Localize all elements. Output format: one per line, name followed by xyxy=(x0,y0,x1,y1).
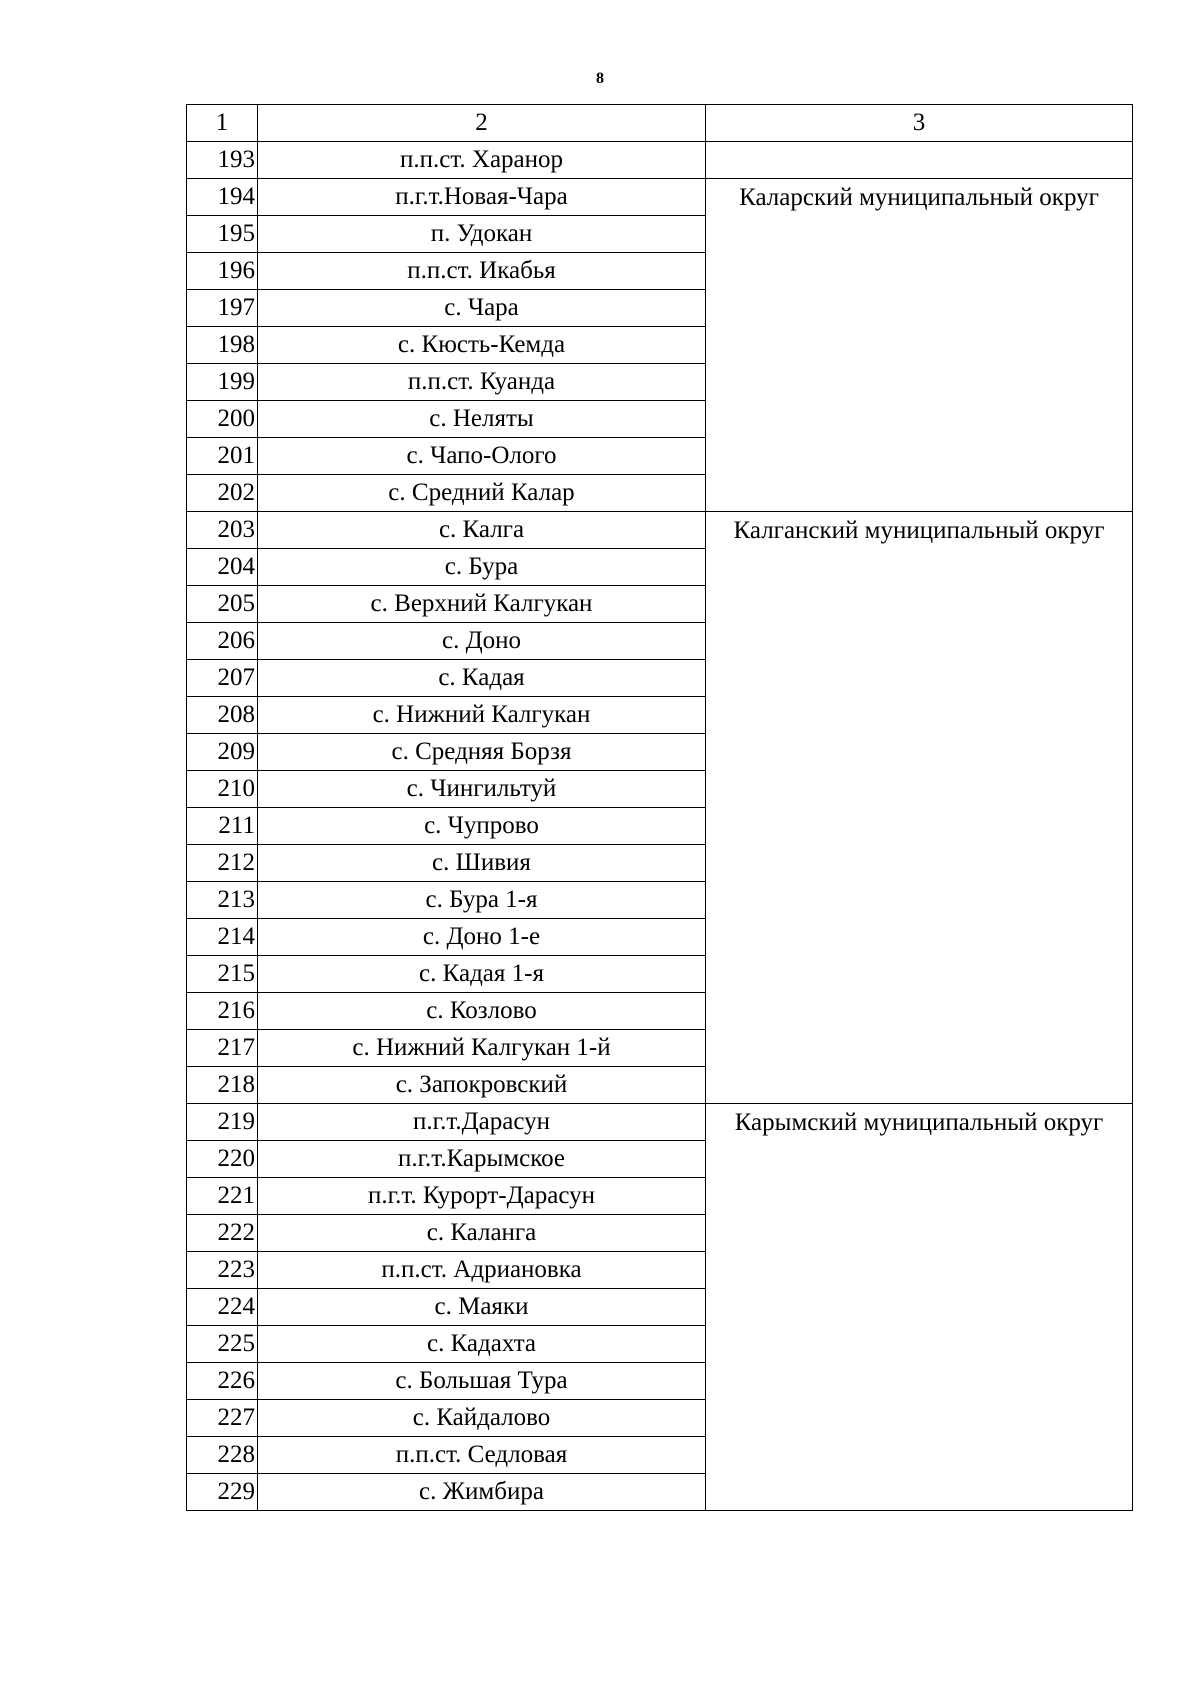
column-header: 3 xyxy=(706,105,1133,142)
column-header: 1 xyxy=(187,105,258,142)
table-row xyxy=(187,142,1133,179)
settlement-name: с. Шивия xyxy=(258,845,706,882)
district-name: Карымский муниципальный округ xyxy=(706,1104,1133,1511)
row-number: 202 xyxy=(187,475,258,512)
settlement-name: с. Доно 1-е xyxy=(258,919,706,956)
row-number: 204 xyxy=(187,549,258,586)
table-row xyxy=(187,1104,1133,1141)
settlement-name: с. Чапо-Олого xyxy=(258,438,706,475)
row-number: 220 xyxy=(187,1141,258,1178)
settlement-name: п.п.ст. Куанда xyxy=(258,364,706,401)
row-number: 226 xyxy=(187,1363,258,1400)
row-number: 210 xyxy=(187,771,258,808)
row-number: 219 xyxy=(187,1104,258,1141)
column-header: 2 xyxy=(258,105,706,142)
page-number: 8 xyxy=(596,70,604,87)
settlement-name: с. Большая Тура xyxy=(258,1363,706,1400)
settlement-name: с. Нижний Калгукан 1-й xyxy=(258,1030,706,1067)
settlement-name: с. Кюсть-Кемда xyxy=(258,327,706,364)
row-number: 217 xyxy=(187,1030,258,1067)
settlement-name: п.п.ст. Харанор xyxy=(258,142,706,179)
district-cell-empty xyxy=(706,142,1133,179)
settlement-name: с. Запокровский xyxy=(258,1067,706,1104)
row-number: 199 xyxy=(187,364,258,401)
settlement-name: с. Нижний Калгукан xyxy=(258,697,706,734)
settlement-name: с. Бура xyxy=(258,549,706,586)
row-number: 208 xyxy=(187,697,258,734)
settlement-name: с. Верхний Калгукан xyxy=(258,586,706,623)
row-number: 229 xyxy=(187,1474,258,1511)
header-row xyxy=(187,105,1133,142)
row-number: 203 xyxy=(187,512,258,549)
row-number: 205 xyxy=(187,586,258,623)
row-number: 193 xyxy=(187,142,258,179)
row-number: 206 xyxy=(187,623,258,660)
settlement-name: п.п.ст. Седловая xyxy=(258,1437,706,1474)
row-number: 212 xyxy=(187,845,258,882)
settlement-name: с. Доно xyxy=(258,623,706,660)
settlement-name: с. Чингильтуй xyxy=(258,771,706,808)
settlement-name: с. Чара xyxy=(258,290,706,327)
row-number: 207 xyxy=(187,660,258,697)
row-number: 224 xyxy=(187,1289,258,1326)
row-number: 216 xyxy=(187,993,258,1030)
row-number: 215 xyxy=(187,956,258,993)
settlement-name: п.п.ст. Икабья xyxy=(258,253,706,290)
row-number: 200 xyxy=(187,401,258,438)
settlement-name: с. Кадахта xyxy=(258,1326,706,1363)
row-number: 221 xyxy=(187,1178,258,1215)
district-name: Каларский муниципальный округ xyxy=(706,179,1133,512)
settlement-name: с. Кадая 1-я xyxy=(258,956,706,993)
settlement-name: с. Жимбира xyxy=(258,1474,706,1511)
settlement-name: п.г.т.Новая-Чара xyxy=(258,179,706,216)
row-number: 228 xyxy=(187,1437,258,1474)
settlement-name: с. Чупрово xyxy=(258,808,706,845)
settlement-name: п.г.т. Курорт-Дарасун xyxy=(258,1178,706,1215)
row-number: 227 xyxy=(187,1400,258,1437)
settlement-name: п.п.ст. Адриановка xyxy=(258,1252,706,1289)
row-number: 197 xyxy=(187,290,258,327)
settlement-name: с. Калга xyxy=(258,512,706,549)
district-name: Калганский муниципальный округ xyxy=(706,512,1133,1104)
table-row xyxy=(187,512,1133,549)
settlement-name: с. Маяки xyxy=(258,1289,706,1326)
settlement-name: с. Кадая xyxy=(258,660,706,697)
row-number: 218 xyxy=(187,1067,258,1104)
settlement-name: с. Кайдалово xyxy=(258,1400,706,1437)
settlement-name: п.г.т.Карымское xyxy=(258,1141,706,1178)
row-number: 223 xyxy=(187,1252,258,1289)
settlement-name: с. Каланга xyxy=(258,1215,706,1252)
settlements-table xyxy=(186,104,1133,1511)
row-number: 225 xyxy=(187,1326,258,1363)
settlement-name: п.г.т.Дарасун xyxy=(258,1104,706,1141)
row-number: 214 xyxy=(187,919,258,956)
row-number: 196 xyxy=(187,253,258,290)
settlement-name: с. Средний Калар xyxy=(258,475,706,512)
table-row xyxy=(187,179,1133,216)
settlement-name: с. Козлово xyxy=(258,993,706,1030)
row-number: 201 xyxy=(187,438,258,475)
settlement-name: с. Неляты xyxy=(258,401,706,438)
settlement-name: п. Удокан xyxy=(258,216,706,253)
row-number: 194 xyxy=(187,179,258,216)
row-number: 213 xyxy=(187,882,258,919)
row-number: 198 xyxy=(187,327,258,364)
row-number: 195 xyxy=(187,216,258,253)
settlement-name: с. Бура 1-я xyxy=(258,882,706,919)
settlement-name: с. Средняя Борзя xyxy=(258,734,706,771)
row-number: 211 xyxy=(187,808,258,845)
row-number: 222 xyxy=(187,1215,258,1252)
row-number: 209 xyxy=(187,734,258,771)
